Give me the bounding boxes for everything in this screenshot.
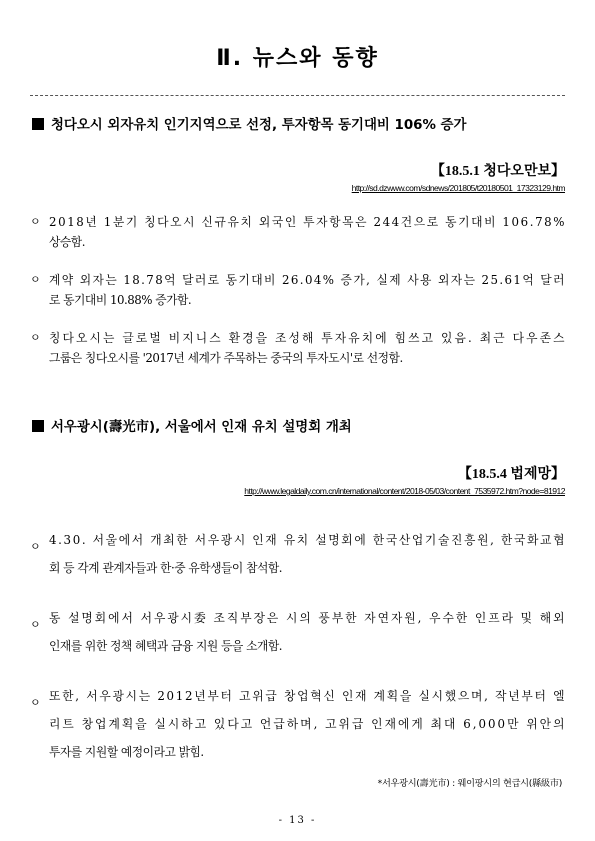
bullet-line: 회 등 각계 관계자들과 한·중 유학생들이 참석함.	[49, 561, 283, 575]
page-number: - 13 -	[278, 815, 317, 826]
footnote: *서우광시(壽光市) : 웨이팡시의 현급시(縣級市)	[377, 778, 562, 789]
black-square-icon	[32, 118, 44, 130]
section-1-heading-text: 청다오시 외자유치 인기지역으로 선정, 투자항목 동기대비 106% 증가	[51, 118, 467, 133]
hollow-circle-icon: ㅇ	[30, 618, 41, 631]
section-2-source: 【18.5.4 법제망】	[457, 467, 565, 482]
section-1-link[interactable]: http://sd.dzwww.com/sdnews/201805/t20180501_17323129.htm	[351, 183, 565, 193]
page-title: Ⅱ. 뉴스와 동향	[216, 46, 379, 71]
hollow-circle-icon: ㅇ	[30, 540, 41, 553]
section-1-bullet-2	[30, 270, 564, 310]
bullet-line: 그룹은 칭다오시를 '2017년 세계가 주목하는 중국의 투자도시'로 선정함.	[49, 351, 403, 365]
section-2-heading-text: 서우광시(壽光市), 서울에서 인재 유치 설명회 개최	[51, 420, 352, 435]
hollow-circle-icon: ㅇ	[30, 273, 41, 286]
bullet-line: 칭다오시는 글로벌 비지니스 환경을 조성해 투자유치에 힘쓰고 있음. 최근 다우존스	[49, 331, 567, 345]
section-2-bullet-1	[30, 526, 567, 582]
section-2-link[interactable]: http://www.legaldaily.com.cn/international/content/2018-05/03/content_7535972.htm?node=81912	[244, 486, 565, 496]
section-2-bullet-2	[30, 604, 567, 660]
bullet-line: 리트 창업계획을 실시하고 있다고 언급하며, 고위급 인재에게 최대 6,000만 위안의	[49, 717, 567, 731]
section-1-source: 【18.5.1 청다오만보】	[430, 164, 565, 179]
section-1-bullet-3	[30, 328, 567, 368]
bullet-line: 로 동기대비 10.88% 증가함.	[49, 293, 192, 307]
bullet-line: 상승함.	[49, 235, 85, 249]
bullet-line: 2018년 1분기 칭다오시 신규유치 외국인 투자항목은 244건으로 동기대비 106.78%	[49, 215, 567, 229]
black-square-icon	[32, 420, 44, 432]
hollow-circle-icon: ㅇ	[30, 215, 41, 228]
section-2-bullet-3	[30, 682, 567, 766]
hollow-circle-icon: ㅇ	[30, 331, 41, 344]
bullet-line: 동 설명회에서 서우광시委 조직부장은 시의 풍부한 자연자원, 우수한 인프라 및 해외	[49, 611, 567, 625]
section-2-heading	[32, 416, 572, 435]
bullet-line: 4.30. 서울에서 개최한 서우광시 인재 유치 설명회에 한국산업기술진흥원, 한국화교협	[49, 533, 567, 547]
bullet-line: 계약 외자는 18.78억 달러로 동기대비 26.04% 증가, 실제 사용 외자는 25.61억 달러	[49, 273, 566, 287]
section-1-heading	[32, 114, 572, 133]
title-divider	[30, 95, 565, 96]
section-1-bullet-1	[30, 212, 567, 252]
bullet-line: 투자를 지원할 예정이라고 밝힘.	[49, 745, 204, 759]
hollow-circle-icon: ㅇ	[30, 696, 41, 709]
bullet-line: 또한, 서우광시는 2012년부터 고위급 창업혁신 인재 계획을 실시했으며, 작년부터 엘	[49, 689, 567, 703]
bullet-line: 인재를 위한 정책 혜택과 금융 지원 등을 소개함.	[49, 639, 283, 653]
